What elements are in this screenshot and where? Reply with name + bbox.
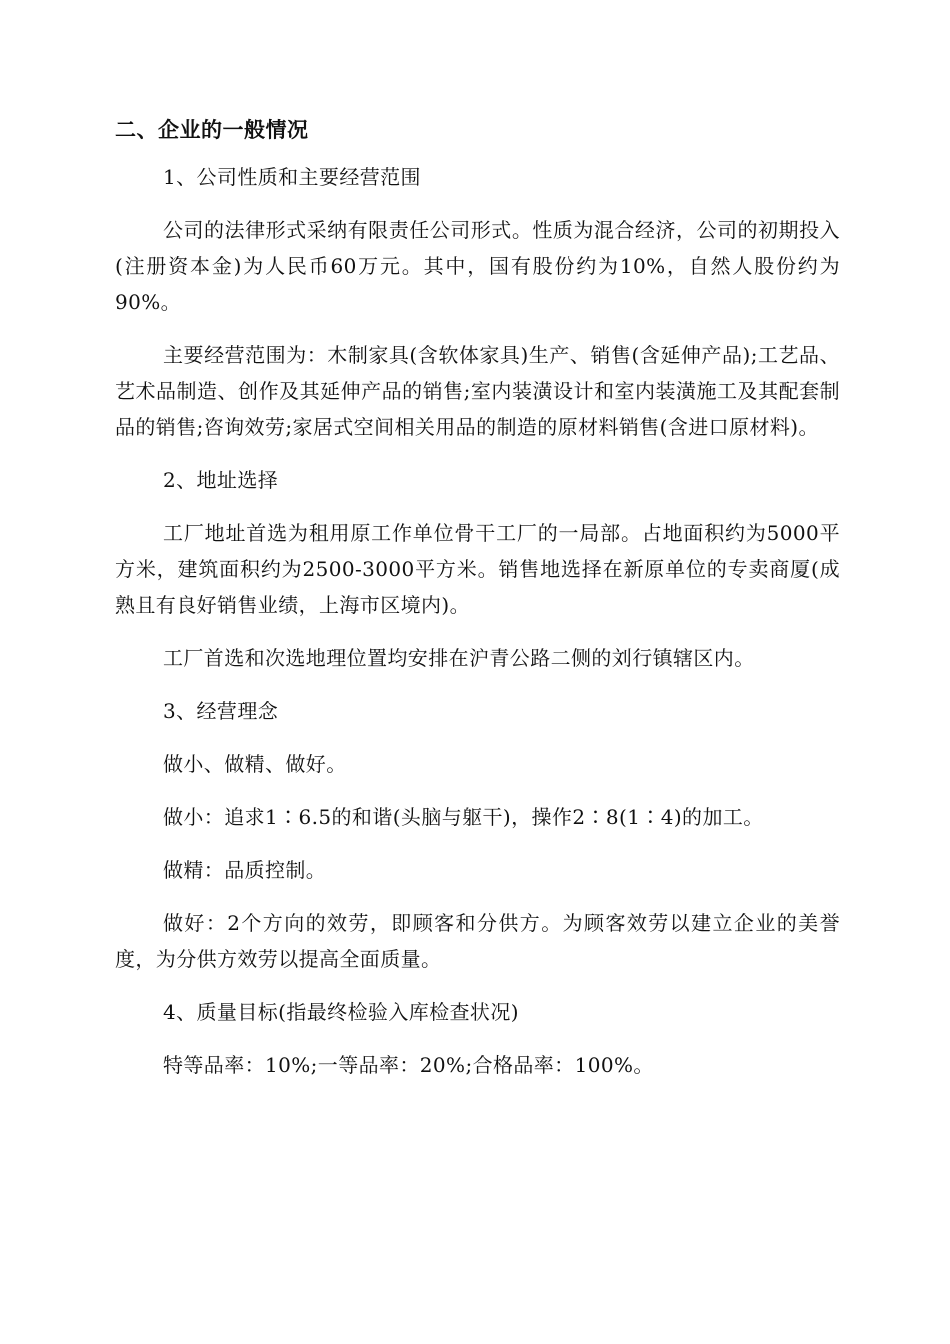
paragraph-business-scope: 主要经营范围为：木制家具(含软体家具)生产、销售(含延伸产品);工艺品、艺术品制造、创作及其延伸产品的销售;室内装潢设计和室内装潢施工及其配套制品的销售;咨询效劳;家居式空间相关用品的制造的原材料销售(含进口原材料)。 — [115, 343, 840, 439]
paragraph-do-well: 做好：2个方向的效劳，即顾客和分供方。为顾客效劳以建立企业的美誉度，为分供方效劳以提高全面质量。 — [115, 911, 840, 971]
paragraph-do-fine: 做精：品质控制。 — [163, 858, 327, 882]
paragraph-do-small: 做小：追求1∶6.5的和谐(头脑与躯干)，操作2∶8(1∶4)的加工。 — [163, 805, 764, 829]
paragraph-site-location: 工厂首选和次选地理位置均安排在沪青公路二侧的刘行镇辖区内。 — [163, 646, 755, 670]
paragraph-legal-form: 公司的法律形式采纳有限责任公司形式。性质为混合经济，公司的初期投入(注册资本金)为人民币60万元。其中，国有股份约为10%，自然人股份约为90%。 — [115, 218, 840, 314]
subheading-site-selection: 2、地址选择 — [163, 468, 279, 492]
subheading-company-nature: 1、公司性质和主要经营范围 — [163, 165, 421, 189]
subheading-quality-target: 4、质量目标(指最终检验入库检查状况) — [163, 1000, 519, 1024]
paragraph-quality-rates: 特等品率：10%;一等品率：20%;合格品率：100%。 — [163, 1053, 654, 1077]
section-title: 二、企业的一般情况 — [115, 118, 309, 142]
paragraph-factory-site: 工厂地址首选为租用原工作单位骨干工厂的一局部。占地面积约为5000平方米，建筑面积约为2500-3000平方米。销售地选择在新原单位的专卖商厦(成熟且有良好销售业绩，上海市区境内)。 — [115, 521, 840, 617]
subheading-business-philosophy: 3、经营理念 — [163, 699, 279, 723]
document-body — [115, 112, 840, 1100]
paragraph-philosophy-summary: 做小、做精、做好。 — [163, 752, 347, 776]
